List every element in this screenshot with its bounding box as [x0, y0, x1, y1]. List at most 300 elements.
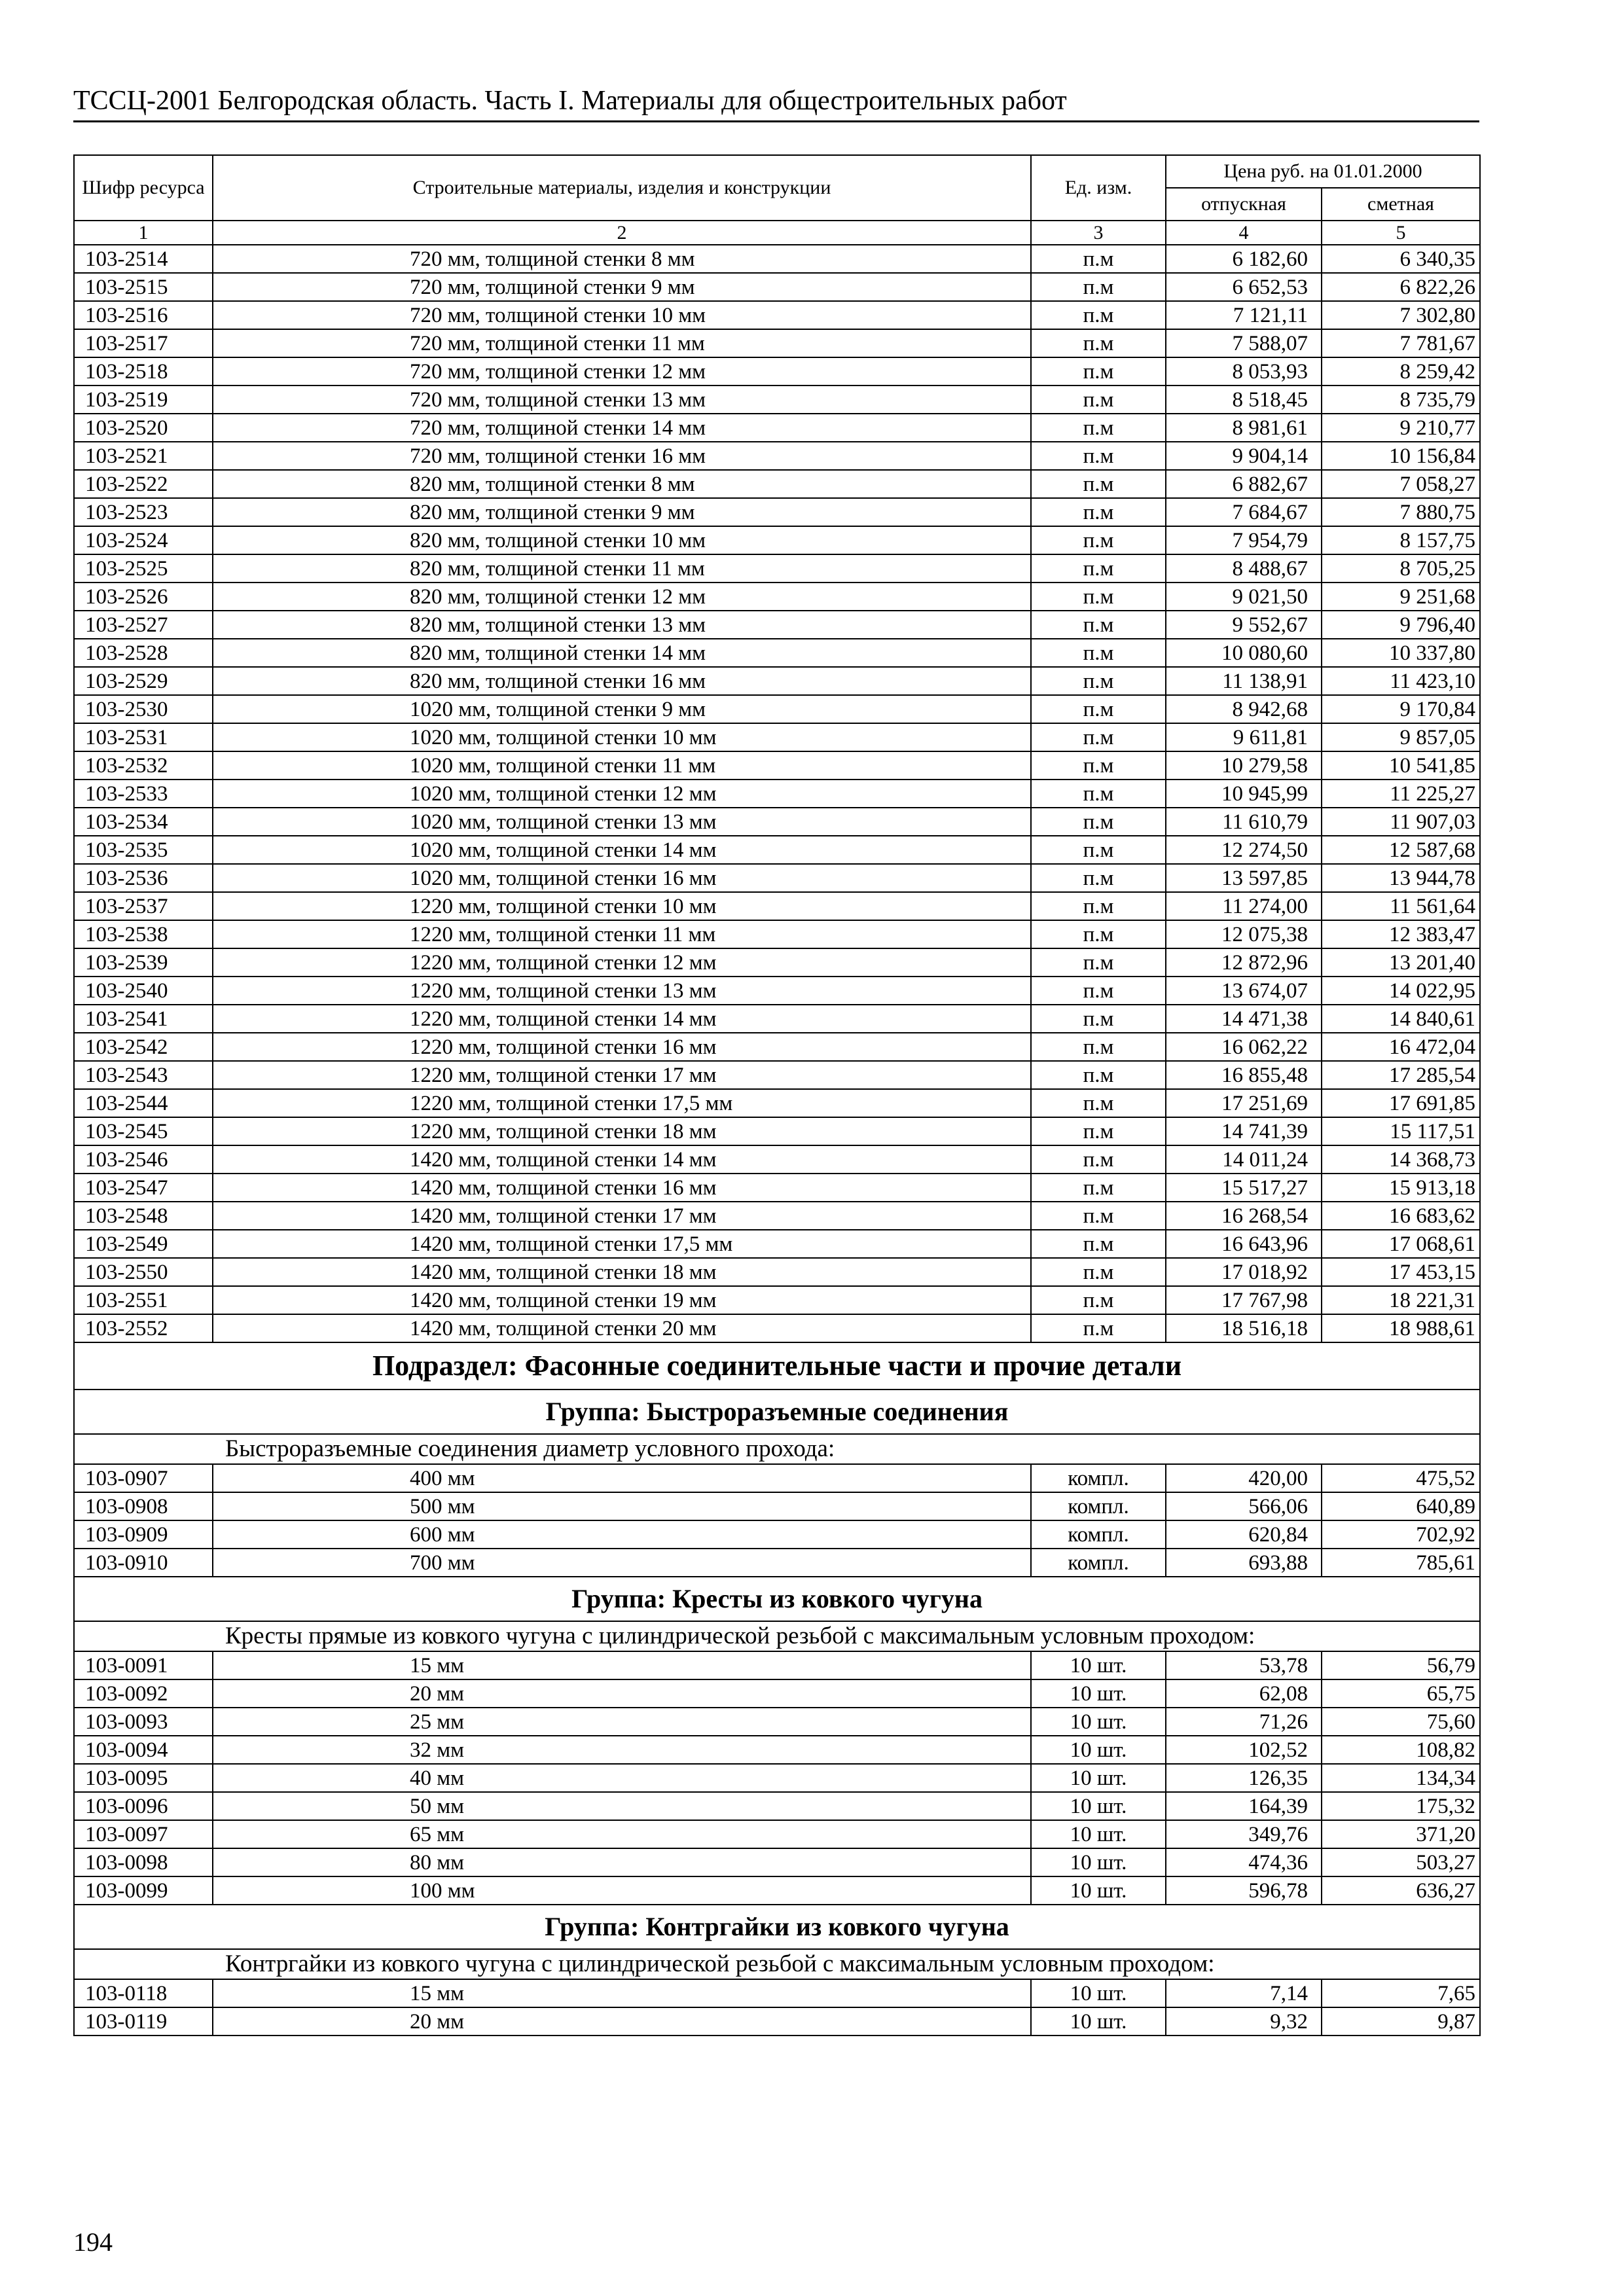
resource-code: 103-2549 [74, 1230, 213, 1258]
table-row [74, 1651, 1480, 1679]
resource-code: 103-2540 [74, 977, 213, 1005]
resource-code: 103-2551 [74, 1286, 213, 1314]
unit: 10 шт. [1031, 1979, 1166, 2007]
price-estimate: 9 796,40 [1322, 611, 1480, 639]
table-row [74, 1202, 1480, 1230]
price-estimate: 16 472,04 [1322, 1033, 1480, 1061]
price-release: 8 942,68 [1166, 695, 1322, 723]
price-release: 126,35 [1166, 1764, 1322, 1792]
material-name: 20 мм [213, 1679, 1031, 1708]
unit: п.м [1031, 1089, 1166, 1117]
price-release: 14 471,38 [1166, 1005, 1322, 1033]
material-name: 1420 мм, толщиной стенки 20 мм [213, 1314, 1031, 1342]
price-estimate: 108,82 [1322, 1736, 1480, 1764]
group-title-row [74, 1905, 1480, 1949]
table-row [74, 780, 1480, 808]
resource-code: 103-2514 [74, 245, 213, 273]
price-estimate: 14 368,73 [1322, 1145, 1480, 1174]
price-estimate: 7 781,67 [1322, 329, 1480, 357]
unit: п.м [1031, 1258, 1166, 1286]
unit: п.м [1031, 723, 1166, 751]
price-release: 9 611,81 [1166, 723, 1322, 751]
price-estimate: 56,79 [1322, 1651, 1480, 1679]
table-row [74, 1464, 1480, 1492]
material-name: 80 мм [213, 1848, 1031, 1876]
group-title: Группа: Кресты из ковкого чугуна [74, 1577, 1480, 1621]
material-name: 25 мм [213, 1708, 1031, 1736]
price-estimate: 7 058,27 [1322, 470, 1480, 498]
resource-code: 103-0094 [74, 1736, 213, 1764]
material-name: 15 мм [213, 1651, 1031, 1679]
material-name: 820 мм, толщиной стенки 8 мм [213, 470, 1031, 498]
price-release: 8 518,45 [1166, 386, 1322, 414]
price-release: 9 021,50 [1166, 583, 1322, 611]
material-name: 1420 мм, толщиной стенки 17,5 мм [213, 1230, 1031, 1258]
unit: п.м [1031, 1033, 1166, 1061]
table-row [74, 1174, 1480, 1202]
table-row [74, 329, 1480, 357]
table-row [74, 583, 1480, 611]
material-name: 1020 мм, толщиной стенки 16 мм [213, 864, 1031, 892]
price-release: 14 741,39 [1166, 1117, 1322, 1145]
resource-code: 103-2533 [74, 780, 213, 808]
unit: п.м [1031, 1061, 1166, 1089]
resource-code: 103-0092 [74, 1679, 213, 1708]
unit: компл. [1031, 1492, 1166, 1520]
column-number: 5 [1322, 221, 1480, 245]
price-estimate: 7 880,75 [1322, 498, 1480, 526]
unit: п.м [1031, 414, 1166, 442]
material-name: 1220 мм, толщиной стенки 16 мм [213, 1033, 1031, 1061]
resource-code: 103-0097 [74, 1820, 213, 1848]
header-price-estimate: сметная [1322, 188, 1480, 221]
table-row [74, 1033, 1480, 1061]
unit: 10 шт. [1031, 1820, 1166, 1848]
material-name: 1420 мм, толщиной стенки 19 мм [213, 1286, 1031, 1314]
price-release: 102,52 [1166, 1736, 1322, 1764]
price-estimate: 785,61 [1322, 1549, 1480, 1577]
material-name: 820 мм, толщиной стенки 16 мм [213, 667, 1031, 695]
table-row [74, 1549, 1480, 1577]
resource-code: 103-2522 [74, 470, 213, 498]
unit: п.м [1031, 1145, 1166, 1174]
material-name: 820 мм, толщиной стенки 10 мм [213, 526, 1031, 554]
price-estimate: 8 735,79 [1322, 386, 1480, 414]
price-release: 12 274,50 [1166, 836, 1322, 864]
table-row [74, 864, 1480, 892]
material-name: 1420 мм, толщиной стенки 18 мм [213, 1258, 1031, 1286]
price-release: 9 552,67 [1166, 611, 1322, 639]
price-estimate: 9 170,84 [1322, 695, 1480, 723]
unit: п.м [1031, 357, 1166, 386]
price-estimate: 17 285,54 [1322, 1061, 1480, 1089]
resource-code: 103-0908 [74, 1492, 213, 1520]
running-title: ТССЦ-2001 Белгородская область. Часть I. Материалы для общестроительных работ [73, 86, 1067, 116]
price-release: 11 138,91 [1166, 667, 1322, 695]
material-name: 1220 мм, толщиной стенки 11 мм [213, 920, 1031, 948]
resource-code: 103-2541 [74, 1005, 213, 1033]
price-release: 164,39 [1166, 1792, 1322, 1820]
table-row [74, 1230, 1480, 1258]
material-name: 50 мм [213, 1792, 1031, 1820]
price-release: 17 767,98 [1166, 1286, 1322, 1314]
unit: п.м [1031, 1286, 1166, 1314]
resource-code: 103-2531 [74, 723, 213, 751]
unit: п.м [1031, 329, 1166, 357]
price-estimate: 16 683,62 [1322, 1202, 1480, 1230]
price-release: 11 610,79 [1166, 808, 1322, 836]
unit: 10 шт. [1031, 1679, 1166, 1708]
unit: п.м [1031, 498, 1166, 526]
group-title: Группа: Контргайки из ковкого чугуна [74, 1905, 1480, 1949]
price-release: 10 080,60 [1166, 639, 1322, 667]
unit: п.м [1031, 751, 1166, 780]
resource-code: 103-0093 [74, 1708, 213, 1736]
price-release: 7 121,11 [1166, 301, 1322, 329]
resource-code: 103-2520 [74, 414, 213, 442]
resource-code: 103-2552 [74, 1314, 213, 1342]
price-estimate: 17 691,85 [1322, 1089, 1480, 1117]
material-name: 400 мм [213, 1464, 1031, 1492]
resource-code: 103-2543 [74, 1061, 213, 1089]
material-name: 720 мм, толщиной стенки 8 мм [213, 245, 1031, 273]
unit: п.м [1031, 245, 1166, 273]
group-title-row [74, 1390, 1480, 1434]
resource-code: 103-2535 [74, 836, 213, 864]
unit: п.м [1031, 442, 1166, 470]
resource-code: 103-2523 [74, 498, 213, 526]
table-row [74, 1792, 1480, 1820]
material-name: 1020 мм, толщиной стенки 11 мм [213, 751, 1031, 780]
price-release: 12 872,96 [1166, 948, 1322, 977]
unit: п.м [1031, 301, 1166, 329]
resource-code: 103-2527 [74, 611, 213, 639]
price-release: 8 053,93 [1166, 357, 1322, 386]
resource-code: 103-2526 [74, 583, 213, 611]
unit: 10 шт. [1031, 2007, 1166, 2036]
material-name: 1020 мм, толщиной стенки 14 мм [213, 836, 1031, 864]
material-name: 1420 мм, толщиной стенки 17 мм [213, 1202, 1031, 1230]
unit: п.м [1031, 892, 1166, 920]
group-intro: Кресты прямые из ковкого чугуна с цилиндрической резьбой с максимальным условным проходом: [74, 1621, 1480, 1651]
material-name: 820 мм, толщиной стенки 12 мм [213, 583, 1031, 611]
header-unit: Ед. изм. [1031, 155, 1166, 221]
unit: п.м [1031, 554, 1166, 583]
resource-code: 103-0910 [74, 1549, 213, 1577]
price-estimate: 14 022,95 [1322, 977, 1480, 1005]
price-release: 8 488,67 [1166, 554, 1322, 583]
resource-code: 103-2521 [74, 442, 213, 470]
price-release: 17 018,92 [1166, 1258, 1322, 1286]
price-release: 15 517,27 [1166, 1174, 1322, 1202]
unit: 10 шт. [1031, 1764, 1166, 1792]
price-release: 7 684,67 [1166, 498, 1322, 526]
subsection-title: Подраздел: Фасонные соединительные части и прочие детали [74, 1342, 1480, 1390]
unit: 10 шт. [1031, 1792, 1166, 1820]
page-number: 194 [73, 2227, 113, 2257]
resource-code: 103-2534 [74, 808, 213, 836]
table-row [74, 639, 1480, 667]
price-estimate: 640,89 [1322, 1492, 1480, 1520]
unit: 10 шт. [1031, 1736, 1166, 1764]
price-estimate: 14 840,61 [1322, 1005, 1480, 1033]
price-estimate: 11 561,64 [1322, 892, 1480, 920]
price-estimate: 17 068,61 [1322, 1230, 1480, 1258]
resource-code: 103-2537 [74, 892, 213, 920]
unit: п.м [1031, 695, 1166, 723]
unit: компл. [1031, 1520, 1166, 1549]
price-release: 16 268,54 [1166, 1202, 1322, 1230]
price-estimate: 17 453,15 [1322, 1258, 1480, 1286]
price-release: 18 516,18 [1166, 1314, 1322, 1342]
price-estimate: 65,75 [1322, 1679, 1480, 1708]
material-name: 820 мм, толщиной стенки 13 мм [213, 611, 1031, 639]
table-row [74, 442, 1480, 470]
unit: п.м [1031, 470, 1166, 498]
table-row [74, 357, 1480, 386]
table-row [74, 1736, 1480, 1764]
group-intro: Быстроразъемные соединения диаметр условного прохода: [74, 1434, 1480, 1464]
price-release: 62,08 [1166, 1679, 1322, 1708]
price-release: 9,32 [1166, 2007, 1322, 2036]
table-row [74, 1258, 1480, 1286]
material-name: 820 мм, толщиной стенки 9 мм [213, 498, 1031, 526]
price-estimate: 9 857,05 [1322, 723, 1480, 751]
group-title-row [74, 1577, 1480, 1621]
unit: 10 шт. [1031, 1708, 1166, 1736]
material-name: 720 мм, толщиной стенки 10 мм [213, 301, 1031, 329]
unit: п.м [1031, 1117, 1166, 1145]
material-name: 65 мм [213, 1820, 1031, 1848]
header-price-release: отпускная [1166, 188, 1322, 221]
resource-code: 103-2536 [74, 864, 213, 892]
table-row [74, 920, 1480, 948]
unit: 10 шт. [1031, 1651, 1166, 1679]
unit: компл. [1031, 1549, 1166, 1577]
table-row [74, 554, 1480, 583]
table-row [74, 386, 1480, 414]
table-row [74, 1286, 1480, 1314]
material-name: 720 мм, толщиной стенки 13 мм [213, 386, 1031, 414]
unit: п.м [1031, 667, 1166, 695]
group-title: Группа: Быстроразъемные соединения [74, 1390, 1480, 1434]
material-name: 1220 мм, толщиной стенки 17 мм [213, 1061, 1031, 1089]
price-table [73, 154, 1481, 2036]
material-name: 1220 мм, толщиной стенки 13 мм [213, 977, 1031, 1005]
material-name: 20 мм [213, 2007, 1031, 2036]
group-intro-row [74, 1621, 1480, 1651]
price-estimate: 9,87 [1322, 2007, 1480, 2036]
table-row [74, 1492, 1480, 1520]
material-name: 1220 мм, толщиной стенки 17,5 мм [213, 1089, 1031, 1117]
unit: п.м [1031, 977, 1166, 1005]
table-row [74, 414, 1480, 442]
price-release: 13 674,07 [1166, 977, 1322, 1005]
resource-code: 103-2545 [74, 1117, 213, 1145]
price-estimate: 18 221,31 [1322, 1286, 1480, 1314]
unit: п.м [1031, 864, 1166, 892]
resource-code: 103-2528 [74, 639, 213, 667]
unit: п.м [1031, 526, 1166, 554]
resource-code: 103-2516 [74, 301, 213, 329]
resource-code: 103-2544 [74, 1089, 213, 1117]
material-name: 1220 мм, толщиной стенки 10 мм [213, 892, 1031, 920]
resource-code: 103-2532 [74, 751, 213, 780]
material-name: 500 мм [213, 1492, 1031, 1520]
price-release: 8 981,61 [1166, 414, 1322, 442]
price-estimate: 13 201,40 [1322, 948, 1480, 977]
price-estimate: 8 259,42 [1322, 357, 1480, 386]
price-estimate: 10 156,84 [1322, 442, 1480, 470]
price-release: 420,00 [1166, 1464, 1322, 1492]
resource-code: 103-2515 [74, 273, 213, 301]
price-release: 7 954,79 [1166, 526, 1322, 554]
table-row [74, 667, 1480, 695]
material-name: 1420 мм, толщиной стенки 16 мм [213, 1174, 1031, 1202]
table-row [74, 836, 1480, 864]
price-estimate: 175,32 [1322, 1792, 1480, 1820]
table-row [74, 977, 1480, 1005]
unit: п.м [1031, 1174, 1166, 1202]
table-row [74, 1820, 1480, 1848]
price-release: 10 279,58 [1166, 751, 1322, 780]
header-rule [73, 120, 1479, 122]
unit: компл. [1031, 1464, 1166, 1492]
table-row [74, 1979, 1480, 2007]
material-name: 1020 мм, толщиной стенки 12 мм [213, 780, 1031, 808]
material-name: 820 мм, толщиной стенки 14 мм [213, 639, 1031, 667]
table-row [74, 1061, 1480, 1089]
subsection-title-row [74, 1342, 1480, 1390]
material-name: 40 мм [213, 1764, 1031, 1792]
table-row [74, 948, 1480, 977]
price-estimate: 9 251,68 [1322, 583, 1480, 611]
price-release: 6 882,67 [1166, 470, 1322, 498]
price-estimate: 636,27 [1322, 1876, 1480, 1905]
material-name: 820 мм, толщиной стенки 11 мм [213, 554, 1031, 583]
material-name: 1420 мм, толщиной стенки 14 мм [213, 1145, 1031, 1174]
table-body [74, 245, 1480, 2036]
price-release: 566,06 [1166, 1492, 1322, 1520]
resource-code: 103-0119 [74, 2007, 213, 2036]
price-release: 7,14 [1166, 1979, 1322, 2007]
column-number: 4 [1166, 221, 1322, 245]
price-estimate: 134,34 [1322, 1764, 1480, 1792]
resource-code: 103-0099 [74, 1876, 213, 1905]
price-release: 10 945,99 [1166, 780, 1322, 808]
table-row [74, 498, 1480, 526]
table-row [74, 470, 1480, 498]
table-row [74, 1764, 1480, 1792]
table-row [74, 892, 1480, 920]
unit: п.м [1031, 1314, 1166, 1342]
material-name: 1220 мм, толщиной стенки 14 мм [213, 1005, 1031, 1033]
resource-code: 103-0118 [74, 1979, 213, 2007]
price-estimate: 6 340,35 [1322, 245, 1480, 273]
table-row [74, 611, 1480, 639]
price-release: 13 597,85 [1166, 864, 1322, 892]
unit: 10 шт. [1031, 1848, 1166, 1876]
table-row [74, 1145, 1480, 1174]
price-release: 17 251,69 [1166, 1089, 1322, 1117]
table-row [74, 1117, 1480, 1145]
price-release: 16 855,48 [1166, 1061, 1322, 1089]
resource-code: 103-2542 [74, 1033, 213, 1061]
price-release: 11 274,00 [1166, 892, 1322, 920]
price-estimate: 11 423,10 [1322, 667, 1480, 695]
table-row [74, 1679, 1480, 1708]
resource-code: 103-2547 [74, 1174, 213, 1202]
price-release: 6 652,53 [1166, 273, 1322, 301]
table-row [74, 526, 1480, 554]
price-estimate: 503,27 [1322, 1848, 1480, 1876]
unit: п.м [1031, 386, 1166, 414]
unit: п.м [1031, 808, 1166, 836]
resource-code: 103-0095 [74, 1764, 213, 1792]
price-estimate: 10 337,80 [1322, 639, 1480, 667]
price-estimate: 75,60 [1322, 1708, 1480, 1736]
price-estimate: 11 907,03 [1322, 808, 1480, 836]
material-name: 720 мм, толщиной стенки 12 мм [213, 357, 1031, 386]
price-estimate: 15 913,18 [1322, 1174, 1480, 1202]
resource-code: 103-2546 [74, 1145, 213, 1174]
table-header [74, 155, 1480, 245]
material-name: 720 мм, толщиной стенки 14 мм [213, 414, 1031, 442]
price-estimate: 371,20 [1322, 1820, 1480, 1848]
resource-code: 103-0907 [74, 1464, 213, 1492]
resource-code: 103-0098 [74, 1848, 213, 1876]
unit: 10 шт. [1031, 1876, 1166, 1905]
header-code: Шифр ресурса [74, 155, 213, 221]
resource-code: 103-0909 [74, 1520, 213, 1549]
price-estimate: 11 225,27 [1322, 780, 1480, 808]
price-release: 9 904,14 [1166, 442, 1322, 470]
resource-code: 103-0096 [74, 1792, 213, 1820]
price-release: 474,36 [1166, 1848, 1322, 1876]
price-release: 620,84 [1166, 1520, 1322, 1549]
price-estimate: 9 210,77 [1322, 414, 1480, 442]
material-name: 1020 мм, толщиной стенки 13 мм [213, 808, 1031, 836]
resource-code: 103-2517 [74, 329, 213, 357]
table-row [74, 695, 1480, 723]
resource-code: 103-2524 [74, 526, 213, 554]
price-release: 12 075,38 [1166, 920, 1322, 948]
price-release: 693,88 [1166, 1549, 1322, 1577]
group-intro-row [74, 1434, 1480, 1464]
material-name: 700 мм [213, 1549, 1031, 1577]
price-estimate: 18 988,61 [1322, 1314, 1480, 1342]
resource-code: 103-2519 [74, 386, 213, 414]
unit: п.м [1031, 948, 1166, 977]
price-estimate: 10 541,85 [1322, 751, 1480, 780]
material-name: 1020 мм, толщиной стенки 10 мм [213, 723, 1031, 751]
unit: п.м [1031, 611, 1166, 639]
price-estimate: 7,65 [1322, 1979, 1480, 2007]
group-intro-row [74, 1949, 1480, 1979]
price-release: 16 062,22 [1166, 1033, 1322, 1061]
unit: п.м [1031, 1005, 1166, 1033]
unit: п.м [1031, 920, 1166, 948]
table-row [74, 751, 1480, 780]
material-name: 1220 мм, толщиной стенки 18 мм [213, 1117, 1031, 1145]
table-row [74, 1314, 1480, 1342]
column-number: 3 [1031, 221, 1166, 245]
price-release: 596,78 [1166, 1876, 1322, 1905]
price-estimate: 8 705,25 [1322, 554, 1480, 583]
resource-code: 103-2518 [74, 357, 213, 386]
table-row [74, 301, 1480, 329]
table-row [74, 1520, 1480, 1549]
